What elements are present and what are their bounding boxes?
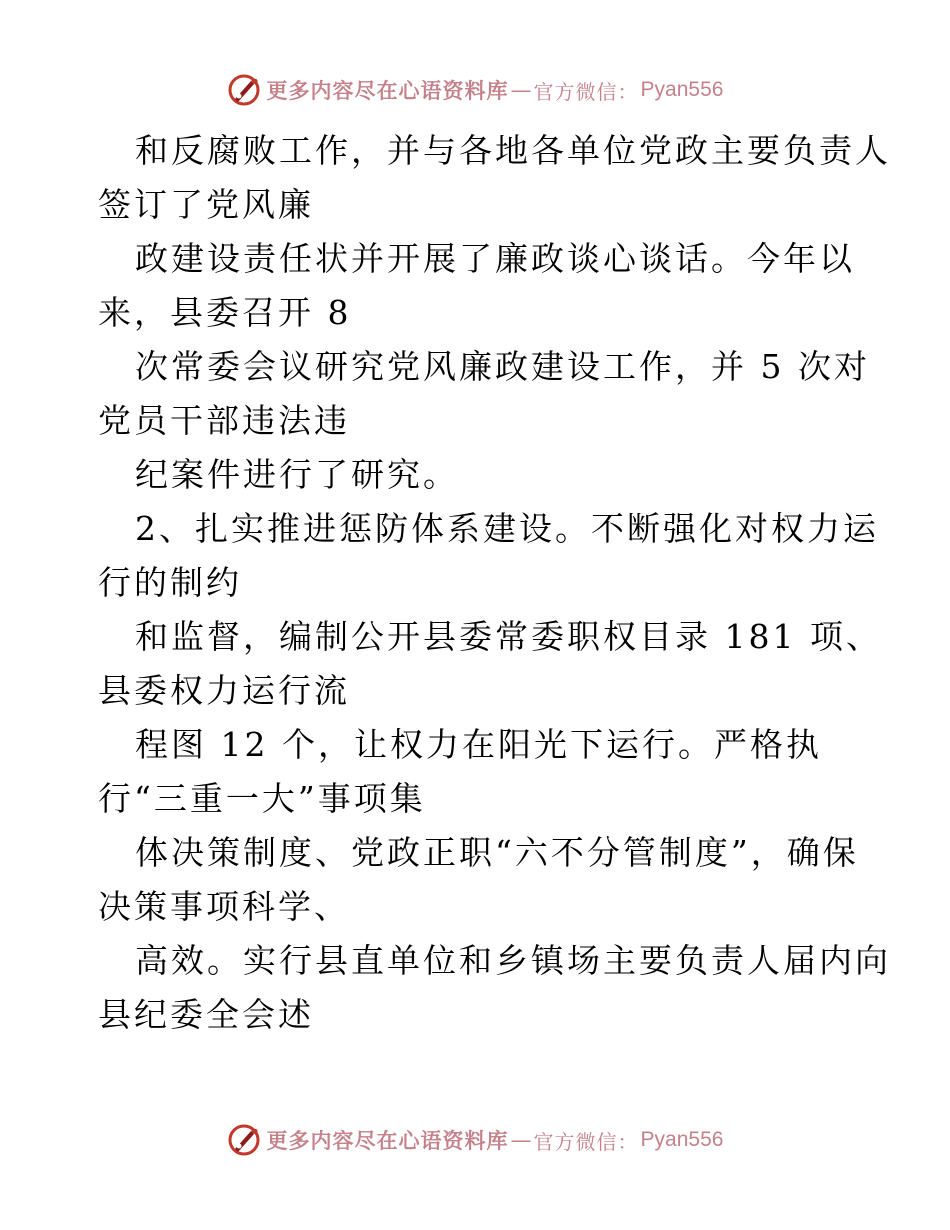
- quill-logo-icon: [227, 1123, 261, 1157]
- body-line: 党员干部违法违: [98, 401, 350, 440]
- banner-dash: —: [510, 78, 532, 102]
- body-line: 和监督，编制公开县委常委职权目录 181 项、: [135, 617, 882, 656]
- document-body: [98, 124, 898, 1042]
- body-line: 签订了党风廉: [98, 185, 314, 224]
- banner-dash: —: [510, 1128, 532, 1152]
- banner-wechat-label: 官方微信：: [533, 1129, 639, 1154]
- banner-title: 更多内容尽在心语资料库: [266, 1128, 509, 1153]
- body-line: 行“三重一大”事项集: [98, 779, 426, 818]
- body-line: 程图 12 个，让权力在阳光下运行。严格执: [135, 725, 822, 764]
- body-line: 高效。实行县直单位和乡镇场主要负责人届内向: [135, 941, 891, 980]
- body-line: 行的制约: [98, 563, 242, 602]
- banner-wechat-id: Pyan556: [640, 78, 724, 101]
- body-line: 纪案件进行了研究。: [135, 455, 459, 494]
- footer-banner: [0, 1120, 950, 1160]
- body-line: 2、扎实推进惩防体系建设。不断强化对权力运: [135, 509, 879, 548]
- body-line: 次常委会议研究党风廉政建设工作，并 5 次对: [135, 347, 870, 386]
- banner-wechat-label: 官方微信：: [533, 79, 639, 104]
- banner-title: 更多内容尽在心语资料库: [266, 78, 509, 103]
- body-line: 和反腐败工作，并与各地各单位党政主要负责人: [135, 131, 891, 170]
- banner-wechat-id: Pyan556: [640, 1128, 724, 1151]
- body-line: 来，县委召开 8: [98, 293, 352, 332]
- body-line: 县委权力运行流: [98, 671, 350, 710]
- body-line: 政建设责任状并开展了廉政谈心谈话。今年以: [135, 239, 855, 278]
- body-line: 体决策制度、党政正职“六不分管制度”，确保: [135, 833, 859, 872]
- header-banner: [0, 70, 950, 110]
- quill-logo-icon: [227, 73, 261, 107]
- body-line: 县纪委全会述: [98, 995, 314, 1034]
- body-line: 决策事项科学、: [98, 887, 350, 926]
